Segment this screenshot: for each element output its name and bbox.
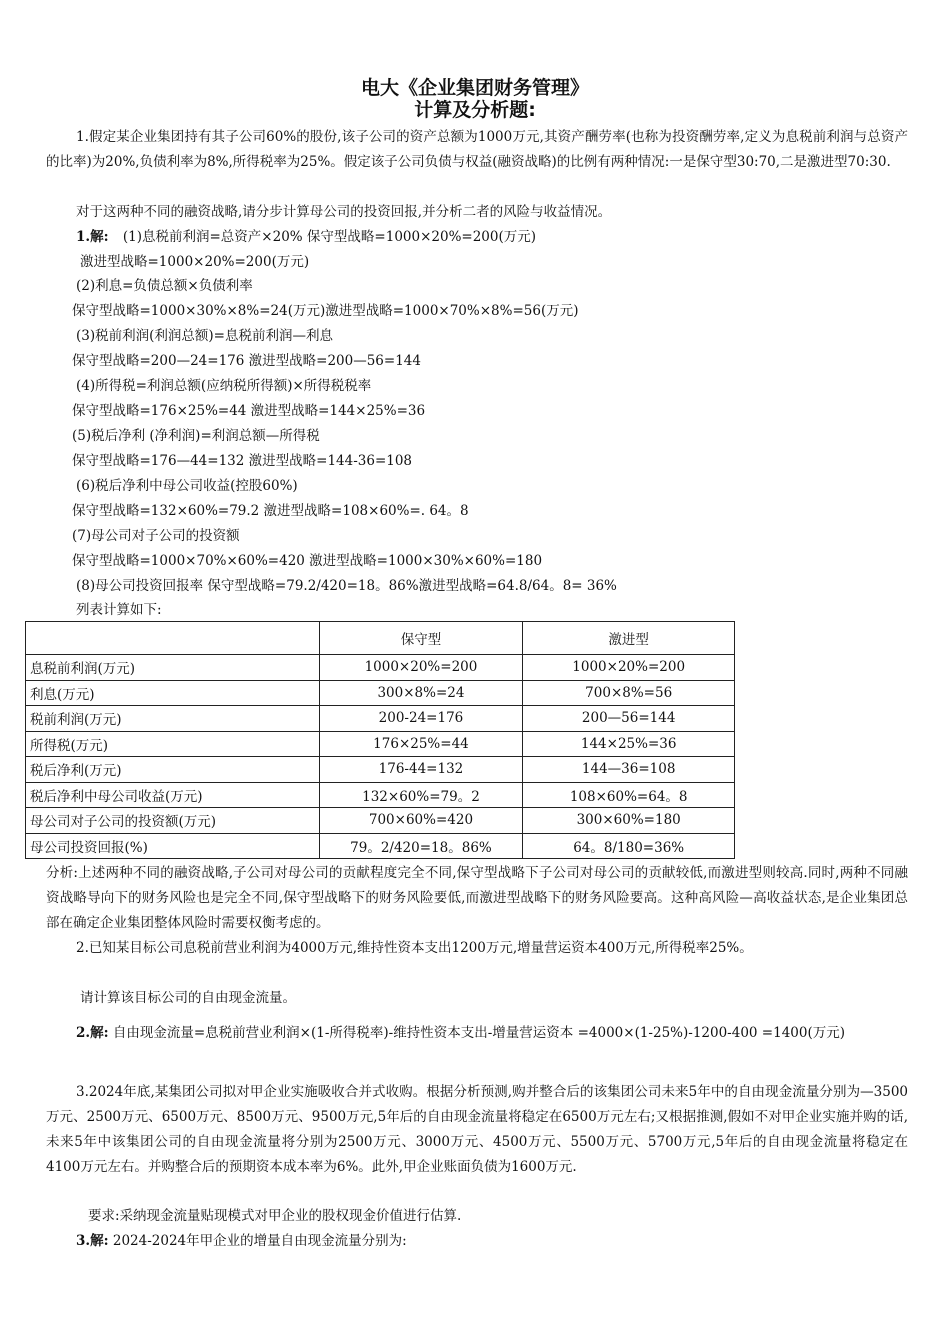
answer-2: [46, 1021, 908, 1046]
answer-3-label: 3.解:: [76, 1233, 109, 1249]
table-cell: 1000×20%=200: [319, 655, 523, 681]
answer-3: [76, 1231, 407, 1251]
question-1-text: 1.假定某企业集团持有其子公司60%的股份,该子公司的资产总额为1000万元,其资产酬劳率(也称为投资酬劳率,定义为息税前利润与总资产的比率)为20%,负债利率为8%,所得税率为25%。假定该子公司负债与权益(融资战略)的比例有两种情况:一是保守型30:70,二是激进型70:30.: [46, 129, 908, 170]
document-title: 电大《企业集团财务管理》: [360, 77, 589, 99]
answer-3-text: 2024-2024年甲企业的增量自由现金流量分别为:: [112, 1233, 407, 1249]
table-header-cell: [26, 622, 320, 655]
answer-1-step-7: (7)母公司对子公司的投资额: [72, 528, 240, 544]
answer-2-label: 2.解:: [76, 1025, 109, 1041]
table-cell: 144×25%=36: [523, 731, 735, 757]
answer-1-step-6: (6)税后净利中母公司收益(控股60%): [76, 478, 298, 494]
table-cell: 所得税(万元): [26, 731, 320, 757]
answer-1-step-3: (3)税前利润(利润总额)=息税前利润—利息: [76, 328, 333, 344]
answer-1-step-3b: 保守型战略=200—24=176 激进型战略=200—56=144: [72, 353, 421, 369]
table-cell: 1000×20%=200: [523, 655, 735, 681]
question-1-analysis: 分析:上述两种不同的融资战略,子公司对母公司的贡献程度完全不同,保守型战略下子公司对母公司的贡献较低,而激进型则较高.同时,两种不同融资战略导向下的财务风险也是完全不同,保守型战略下的财务风险要低,而激进型战略下的财务风险要高。这种高风险—高收益状态,是企业集团总部在确定企业集团整体风险时需要权衡考虑的。: [46, 865, 908, 931]
answer-1-step-4b: 保守型战略=176×25%=44 激进型战略=144×25%=36: [72, 403, 426, 419]
table-cell: 132×60%=79。2: [319, 782, 523, 808]
table-cell: 64。8/180=36%: [523, 833, 735, 859]
table-cell: 200-24=176: [319, 706, 523, 732]
table-row: [26, 706, 735, 732]
question-3-ask: 要求:采纳现金流量贴现模式对甲企业的股权现金价值进行估算.: [88, 1208, 462, 1224]
table-cell: 176-44=132: [319, 757, 523, 783]
table-header-cell: 激进型: [523, 622, 735, 655]
table-cell: 300×60%=180: [523, 808, 735, 834]
table-row: [26, 782, 735, 808]
table-cell: 176×25%=44: [319, 731, 523, 757]
table-cell: 母公司投资回报(%): [26, 833, 320, 859]
answer-1-step-8: (8)母公司投资回报率 保守型战略=79.2/420=18。86%激进型战略=64.8/64。8= 36%: [76, 578, 617, 594]
answer-1-step-6b: 保守型战略=132×60%=79.2 激进型战略=108×60%=. 64。8: [72, 503, 469, 519]
table-row: [26, 833, 735, 859]
answer-1-step-7b: 保守型战略=1000×70%×60%=420 激进型战略=1000×30%×60%=180: [72, 553, 543, 569]
answer-1-step-1b: 激进型战略=1000×20%=200(万元): [80, 254, 310, 270]
table-cell: 300×8%=24: [319, 680, 523, 706]
table-cell: 700×60%=420: [319, 808, 523, 834]
table-row: [26, 731, 735, 757]
answer-1-step-1: [76, 227, 536, 247]
table-cell: 79。2/420=18。86%: [319, 833, 523, 859]
question-2-ask: 请计算该目标公司的自由现金流量。: [80, 990, 296, 1006]
table-row: [26, 655, 735, 681]
question-2-text: 2.已知某目标公司息税前营业利润为4000万元,维持性资本支出1200万元,增量营运资本400万元,所得税率25%。: [76, 940, 753, 956]
document-subtitle: 计算及分析题:: [414, 99, 536, 121]
answer-1-step-1-text: (1)息税前利润=总资产×20% 保守型战略=1000×20%=200(万元): [122, 229, 537, 245]
table-header-row: [26, 622, 735, 655]
table-row: [26, 757, 735, 783]
table-cell: 108×60%=64。8: [523, 782, 735, 808]
table-cell: 700×8%=56: [523, 680, 735, 706]
calculation-table: [25, 621, 735, 859]
table-cell: 息税前利润(万元): [26, 655, 320, 681]
table-cell: 200—56=144: [523, 706, 735, 732]
table-intro: 列表计算如下:: [76, 602, 162, 618]
table-cell: 144—36=108: [523, 757, 735, 783]
answer-1-step-4: (4)所得税=利润总额(应纳税所得额)×所得税税率: [76, 378, 372, 394]
table-row: [26, 680, 735, 706]
table-cell: 税后净利中母公司收益(万元): [26, 782, 320, 808]
answer-1-step-2b: 保守型战略=1000×30%×8%=24(万元)激进型战略=1000×70%×8%=56(万元): [72, 303, 579, 319]
table-cell: 税前利润(万元): [26, 706, 320, 732]
answer-2-text: 自由现金流量=息税前营业利润×(1-所得税率)-维持性资本支出-增量营运资本 =4000×(1-25%)-1200-400 =1400(万元): [112, 1025, 846, 1041]
table-cell: 母公司对子公司的投资额(万元): [26, 808, 320, 834]
table-cell: 利息(万元): [26, 680, 320, 706]
table-cell: 税后净利(万元): [26, 757, 320, 783]
table-header-cell: 保守型: [319, 622, 523, 655]
answer-1-step-5b: 保守型战略=176—44=132 激进型战略=144-36=108: [72, 453, 413, 469]
answer-1-step-5: (5)税后净利 (净利润)=利润总额—所得税: [72, 428, 320, 444]
answer-1-step-2: (2)利息=负债总额×负债利率: [76, 278, 253, 294]
answer-1-label: 1.解:: [76, 229, 109, 245]
table-row: [26, 808, 735, 834]
question-1-ask: 对于这两种不同的融资战略,请分步计算母公司的投资回报,并分析二者的风险与收益情况。: [76, 204, 612, 220]
question-3-text: 3.2024年底,某集团公司拟对甲企业实施吸收合并式收购。根据分析预测,购并整合后的该集团公司未来5年中的自由现金流量分别为—3500万元、2500万元、6500万元、8500万元、9500万元,5年后的自由现金流量将稳定在6500万元左右;又根据推测,假如不对甲企业实施并购的话,未来5年中该集团公司的自由现金流量将分别为2500万元、3000万元、4500万元、5500万元、5700万元,5年后的自由现金流量将稳定在4100万元左右。并购整合后的预期资本成本率为6%。此外,甲企业账面负债为1600万元.: [46, 1084, 908, 1175]
